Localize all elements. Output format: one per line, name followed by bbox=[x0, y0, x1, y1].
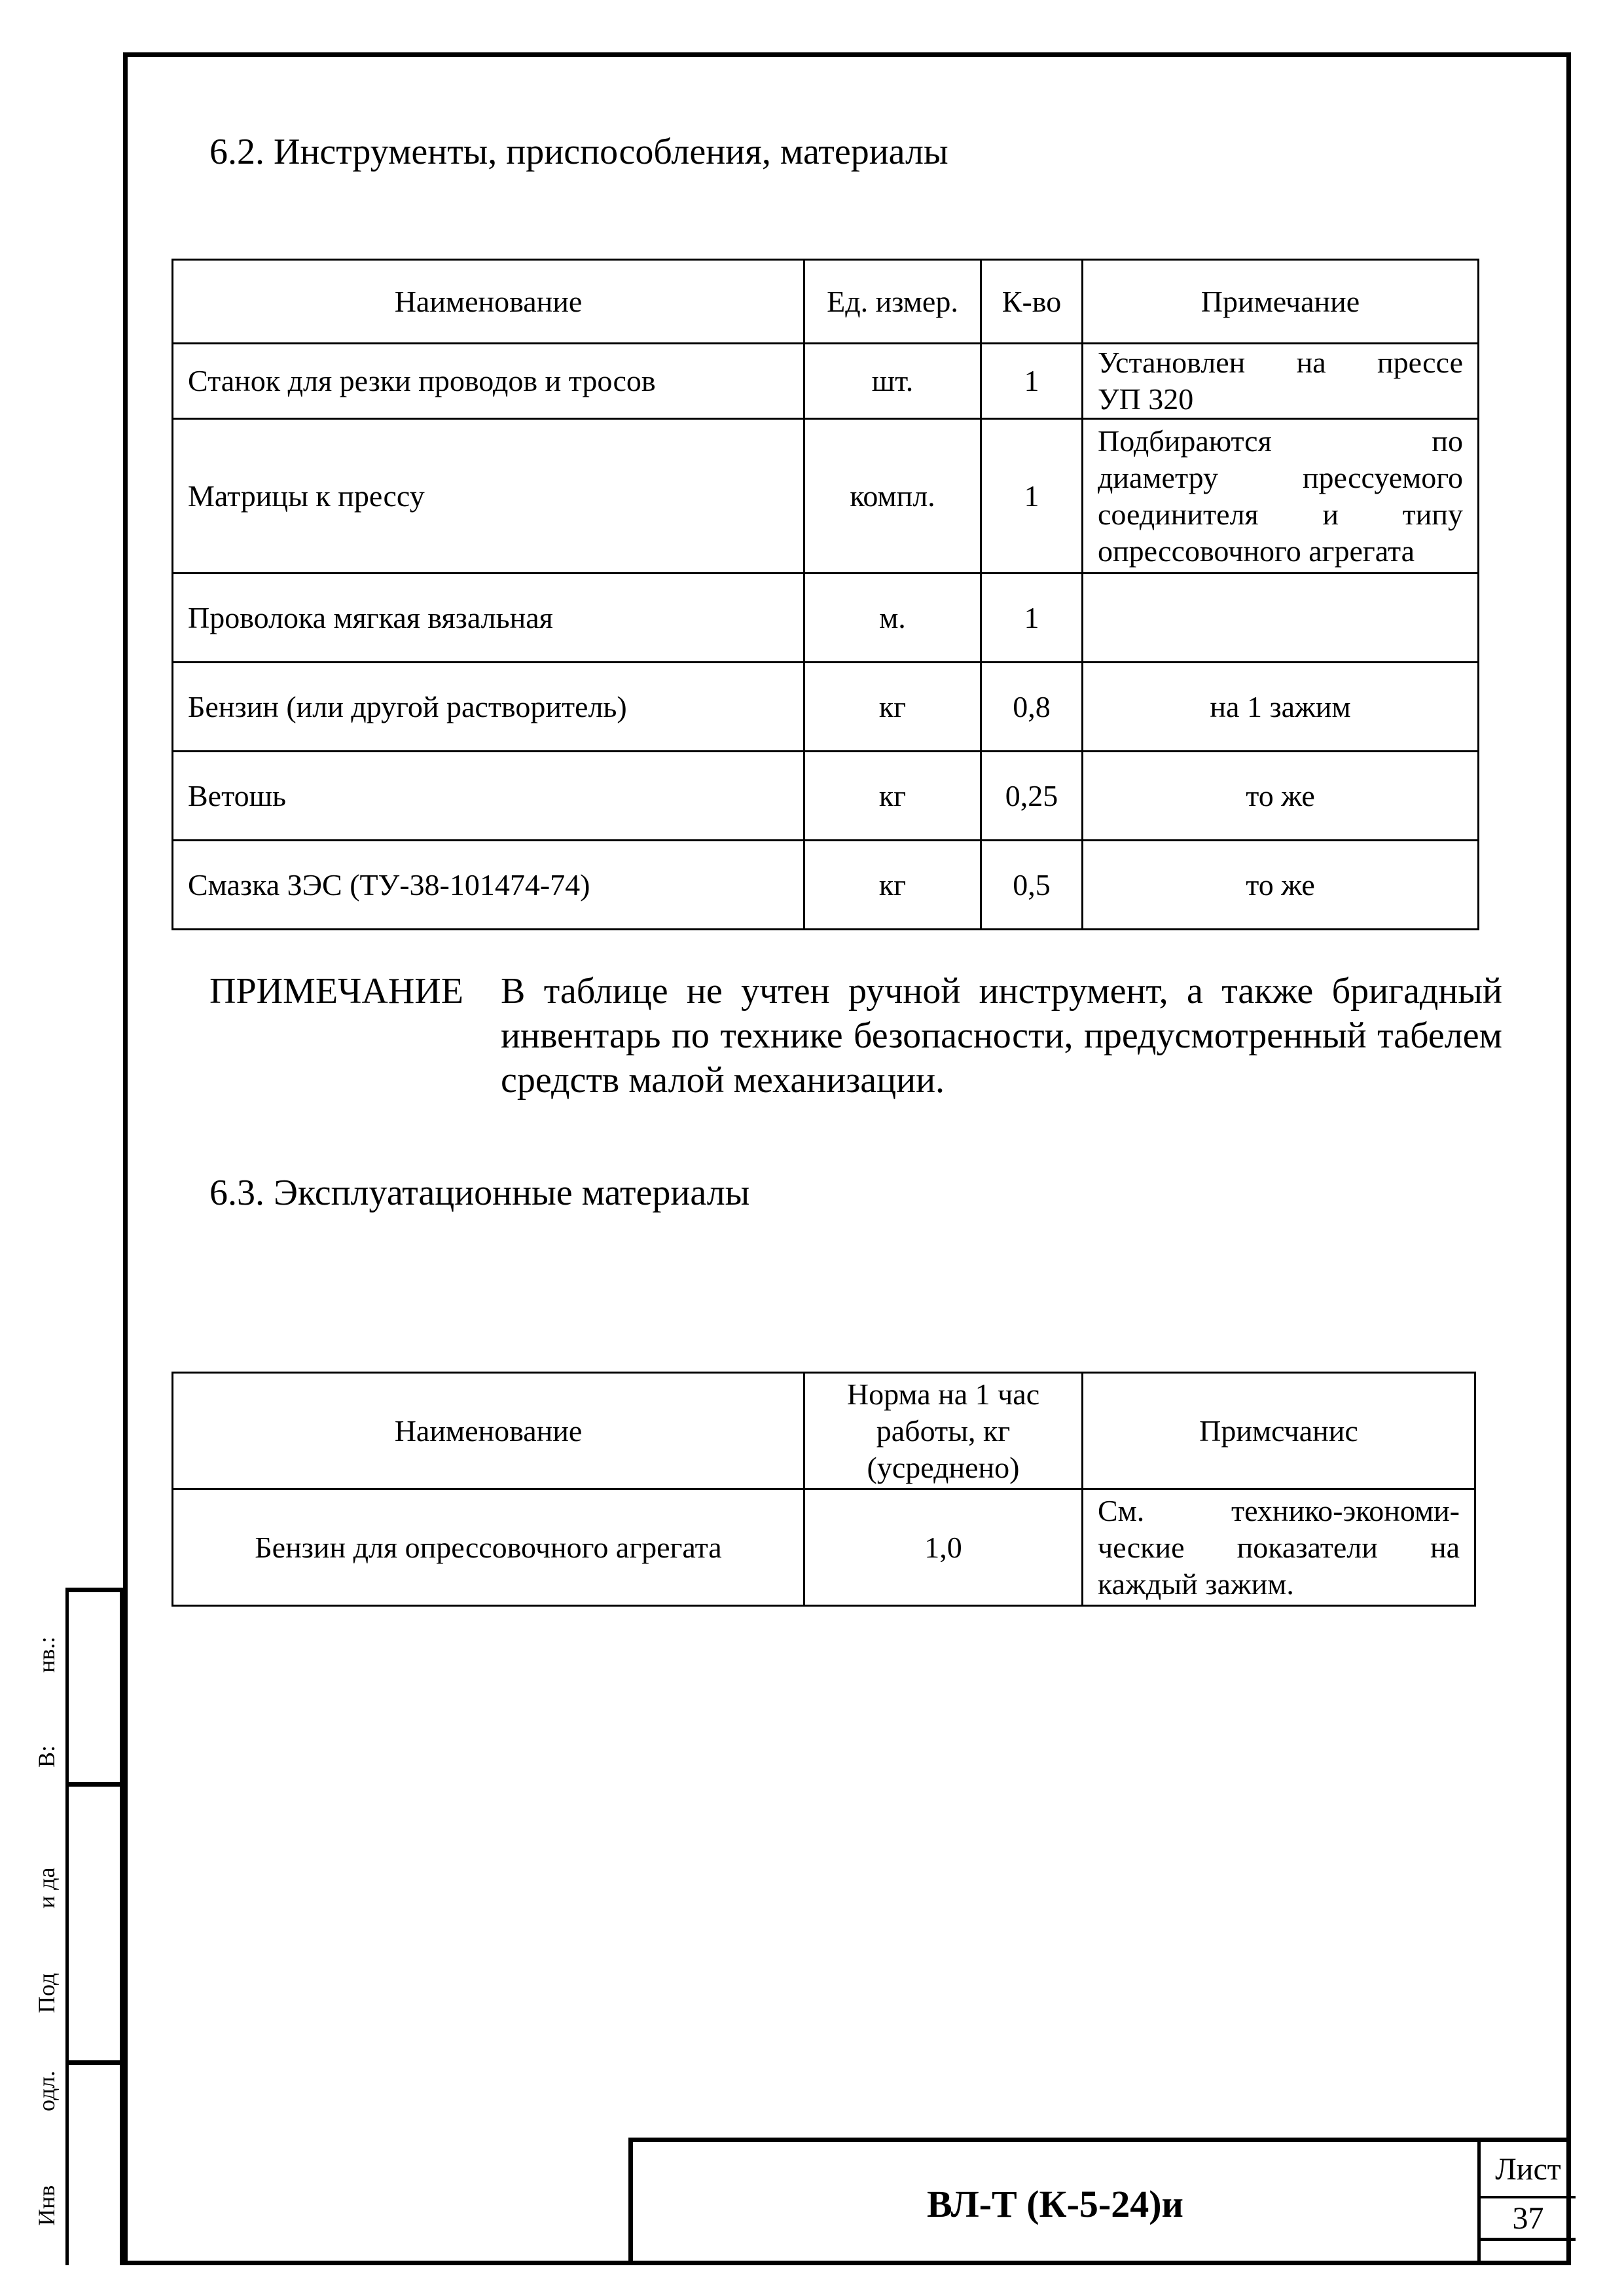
row-note: то же bbox=[1083, 841, 1479, 930]
note-text: В таблице не учтен ручной инструмент, а также бригадный инвентарь по технике безопасности, предусмотренный табелем средств малой механизации. bbox=[501, 971, 1502, 1101]
side-label-inv-podl: Инв bbox=[33, 2185, 60, 2226]
row-note bbox=[1083, 1489, 1475, 1606]
row-unit: шт. bbox=[804, 344, 981, 419]
row-qty: 1 bbox=[981, 419, 1083, 574]
row-name: Бензин для опрессовочного агрегата bbox=[173, 1489, 804, 1606]
sheet-number: 37 bbox=[1481, 2198, 1576, 2241]
header-note: Примсчанис bbox=[1083, 1373, 1475, 1489]
row-qty: 1 bbox=[981, 574, 1083, 663]
note-label: ПРИМЕЧАНИЕ bbox=[209, 971, 463, 1011]
row-name: Ветошь bbox=[173, 752, 804, 841]
header-unit: Ед. измер. bbox=[804, 260, 981, 344]
side-strip-divider bbox=[65, 2060, 124, 2065]
row-qty: 1 bbox=[981, 344, 1083, 419]
row-unit: кг bbox=[804, 663, 981, 752]
side-stamp-strip bbox=[65, 1588, 124, 2265]
row-note bbox=[1083, 344, 1479, 419]
row-unit: компл. bbox=[804, 419, 981, 574]
table-row bbox=[173, 752, 1479, 841]
note-line: Установлен на прессе bbox=[1098, 346, 1463, 379]
row-norm: 1,0 bbox=[804, 1489, 1083, 1606]
row-unit: м. bbox=[804, 574, 981, 663]
header-qty: К-во bbox=[981, 260, 1083, 344]
side-label-inv: нв.: bbox=[33, 1636, 60, 1673]
table-header-row bbox=[173, 260, 1479, 344]
note-line: каждый зажим. bbox=[1098, 1567, 1294, 1601]
side-strip-divider bbox=[65, 1782, 124, 1787]
header-name: Наименование bbox=[173, 260, 804, 344]
row-qty: 0,8 bbox=[981, 663, 1083, 752]
note-line: См. технико-экономи- bbox=[1098, 1493, 1460, 1527]
row-qty: 0,5 bbox=[981, 841, 1083, 930]
table-row bbox=[173, 344, 1479, 419]
row-note: на 1 зажим bbox=[1083, 663, 1479, 752]
note-line: УП 320 bbox=[1098, 382, 1194, 416]
materials-table bbox=[171, 1372, 1476, 1607]
side-label-podp: Под bbox=[33, 1973, 60, 2013]
row-qty: 0,25 bbox=[981, 752, 1083, 841]
section-title-materials: 6.3. Эксплуатационные материалы bbox=[209, 1173, 750, 1213]
note-line: соединителя и типу bbox=[1098, 497, 1463, 531]
table-row bbox=[173, 419, 1479, 574]
table-row bbox=[173, 663, 1479, 752]
note-line: опрессовочного агрегата bbox=[1098, 534, 1415, 568]
title-block bbox=[628, 2138, 1571, 2265]
row-note: то же bbox=[1083, 752, 1479, 841]
sheet-box bbox=[1477, 2142, 1576, 2265]
side-label-vzam: В: bbox=[33, 1745, 60, 1768]
row-name: Матрицы к прессу bbox=[173, 419, 804, 574]
table-row bbox=[173, 841, 1479, 930]
tools-table bbox=[171, 259, 1479, 930]
table-header-row bbox=[173, 1373, 1475, 1489]
side-label-podl: одл. bbox=[33, 2070, 60, 2111]
row-name: Бензин (или другой растворитель) bbox=[173, 663, 804, 752]
header-norm: Норма на 1 час работы, кг (усреднено) bbox=[804, 1373, 1083, 1489]
section-title-tools: 6.2. Инструменты, приспособления, материалы bbox=[209, 132, 948, 172]
row-name: Станок для резки проводов и тросов bbox=[173, 344, 804, 419]
row-note bbox=[1083, 419, 1479, 574]
table-row bbox=[173, 1489, 1475, 1606]
row-unit: кг bbox=[804, 752, 981, 841]
table-row bbox=[173, 574, 1479, 663]
header-name: Наименование bbox=[173, 1373, 804, 1489]
note-line: Подбираются по bbox=[1098, 424, 1463, 458]
row-name: Проволока мягкая вязальная bbox=[173, 574, 804, 663]
note-line: диаметру прессуемого bbox=[1098, 460, 1463, 494]
note-line: ческие показатели на bbox=[1098, 1530, 1460, 1564]
row-unit: кг bbox=[804, 841, 981, 930]
sheet-label: Лист bbox=[1481, 2142, 1576, 2198]
row-name: Смазка ЗЭС (ТУ-38-101474-74) bbox=[173, 841, 804, 930]
header-note: Примечание bbox=[1083, 260, 1479, 344]
side-label-data: и да bbox=[33, 1867, 60, 1908]
document-code: ВЛ-Т (К-5-24)и bbox=[927, 2182, 1183, 2225]
row-note bbox=[1083, 574, 1479, 663]
